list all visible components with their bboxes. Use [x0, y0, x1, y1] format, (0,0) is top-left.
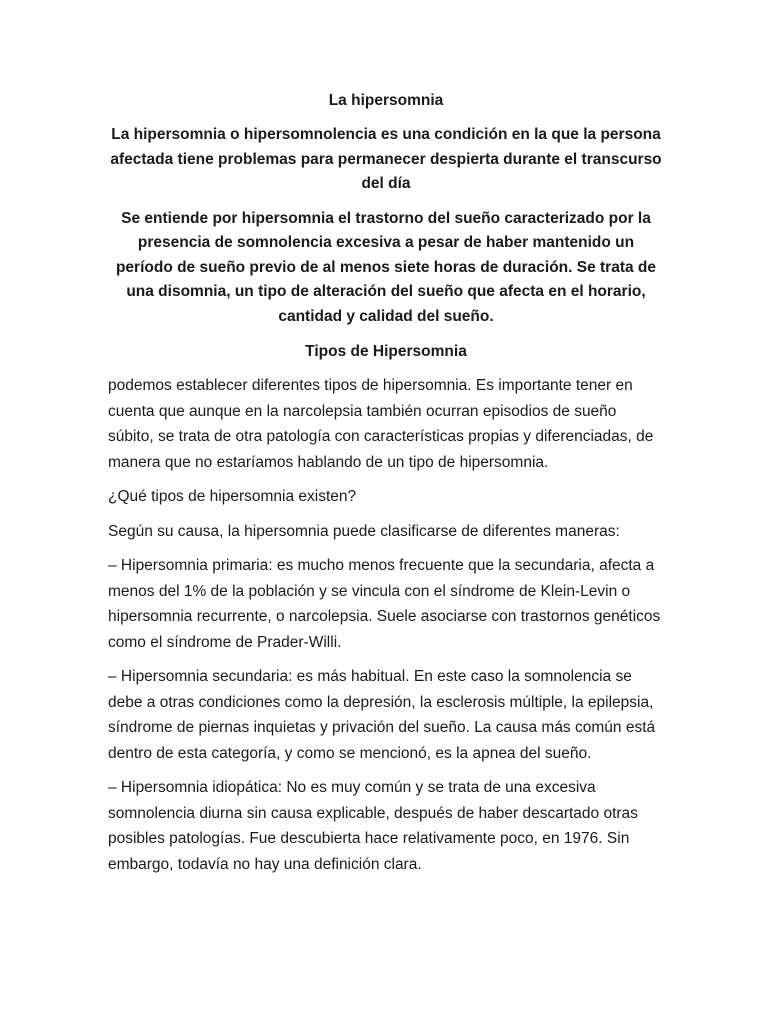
- paragraph-secondary: – Hipersomnia secundaria: es más habitual. En este caso la somnolencia se debe a otras condiciones como la depresión, la esclerosis múltiple, la epilepsia, síndrome de piernas inquietas y privación del sueño. La causa más común está dentro de esta categoría, y como se mencionó, es la apnea del sueño.: [108, 668, 656, 762]
- paragraph-question: ¿Qué tipos de hipersomnia existen?: [108, 488, 357, 505]
- intro-paragraph-1: La hipersomnia o hipersomnolencia es una condición en la que la persona afectada tiene problemas para permanecer despierta durante el transcurso del día: [110, 126, 662, 192]
- document-page: [108, 88, 664, 886]
- paragraph-types-intro: podemos establecer diferentes tipos de hipersomnia. Es importante tener en cuenta que aunque en la narcolepsia también ocurran episodios de sueño súbito, se trata de otra patología con características propias y diferenciadas, de manera que no estaríamos hablando de un tipo de hipersomnia.: [108, 377, 654, 471]
- paragraph-idiopathic: – Hipersomnia idiopática: No es muy común y se trata de una excesiva somnolencia diurna sin causa explicable, después de haber descartado otras posibles patologías. Fue descubierta hace relativamente poco, en 1976. Sin embargo, todavía no hay una definición clara.: [108, 779, 638, 873]
- paragraph-classification: Según su causa, la hipersomnia puede clasificarse de diferentes maneras:: [108, 522, 620, 540]
- section-title: Tipos de Hipersomnia: [305, 343, 467, 360]
- document-title: La hipersomnia: [328, 92, 444, 109]
- paragraph-primary: – Hipersomnia primaria: es mucho menos frecuente que la secundaria, afecta a menos del 1% de la población y se vincula con el síndrome de Klein-Levin o hipersomnia recurrente, o narcolepsia. Suele asociarse con trastornos genéticos como el síndrome de Prader-Willi.: [108, 557, 661, 651]
- intro-paragraph-2: Se entiende por hipersomnia el trastorno del sueño caracterizado por la presencia de somnolencia excesiva a pesar de haber mantenido un período de sueño previo de al menos siete horas de duración. Se trata de una disomnia, un tipo de alteración del sueño que afecta en el horario, cantidad y calidad del sueño.: [115, 209, 657, 325]
